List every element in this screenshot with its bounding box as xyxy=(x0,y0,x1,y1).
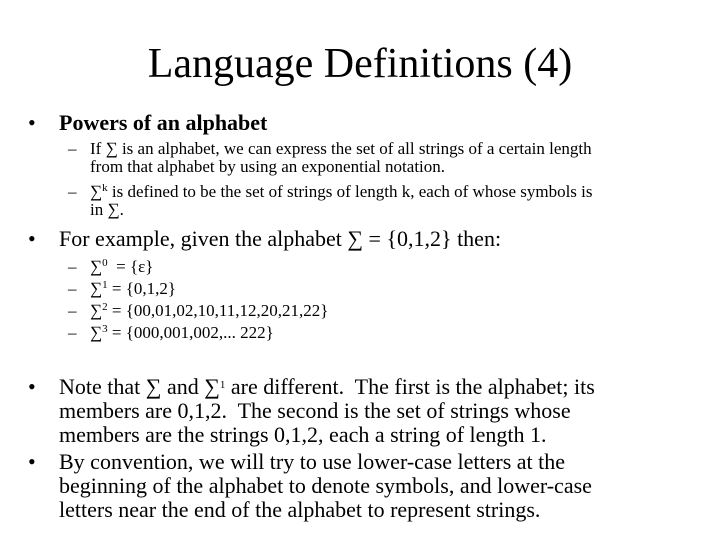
sigma-symbol: ∑ xyxy=(90,301,103,320)
convention-text: letters near the end of the alphabet to represent strings. xyxy=(59,497,541,522)
sub-line xyxy=(90,183,593,201)
note-text: members are the strings 0,1,2, each a string of length 1. xyxy=(59,422,547,447)
bullet-glyph: • xyxy=(28,374,36,399)
note-text: members are 0,1,2. The second is the set of strings whose xyxy=(59,398,571,423)
sigma-symbol: ∑ xyxy=(90,279,103,298)
sigma-symbol: ∑ xyxy=(90,182,103,201)
note-text: Note that ∑ and ∑ xyxy=(59,374,220,399)
dash-glyph: – xyxy=(68,279,77,298)
superscript: 2 xyxy=(102,301,108,313)
dash-glyph: – xyxy=(68,182,77,201)
sub-line: If ∑ is an alphabet, we can express the set of all strings of a certain length xyxy=(90,139,592,158)
dash-glyph: – xyxy=(68,323,77,342)
superscript: 1 xyxy=(102,279,108,291)
dash-glyph: – xyxy=(68,257,77,276)
example-text: = {000,001,002,... 222} xyxy=(107,323,274,342)
bullet-glyph: • xyxy=(28,110,36,135)
bullet-glyph: • xyxy=(28,449,36,474)
example-text: = {ε} xyxy=(107,257,154,276)
bullet-label: For example, given the alphabet ∑ = {0,1,2} then: xyxy=(59,226,502,251)
dash-glyph: – xyxy=(68,139,77,158)
superscript: 0 xyxy=(102,257,108,269)
convention-text: beginning of the alphabet to denote symbols, and lower-case xyxy=(59,473,592,498)
dash-glyph: – xyxy=(68,301,77,320)
superscript: 3 xyxy=(102,323,108,335)
bullet-glyph: • xyxy=(28,226,36,251)
sub-text: is defined to be the set of strings of length k, each of whose symbols is xyxy=(107,182,593,201)
note-text: are different. The first is the alphabet; its xyxy=(225,374,595,399)
bullet-label: Powers of an alphabet xyxy=(59,110,268,135)
sigma-symbol: ∑ xyxy=(90,257,103,276)
example-text: = {00,01,02,10,11,12,20,21,22} xyxy=(107,301,329,320)
sigma-symbol: ∑ xyxy=(90,323,103,342)
superscript: 1 xyxy=(219,379,226,391)
slide-title: Language Definitions (4) xyxy=(147,41,573,87)
sub-line: from that alphabet by using an exponential notation. xyxy=(90,157,446,176)
superscript: k xyxy=(102,182,108,194)
example-text: = {0,1,2} xyxy=(107,279,177,298)
convention-text: By convention, we will try to use lower-case letters at the xyxy=(59,449,566,474)
sub-line: in ∑. xyxy=(90,200,124,219)
